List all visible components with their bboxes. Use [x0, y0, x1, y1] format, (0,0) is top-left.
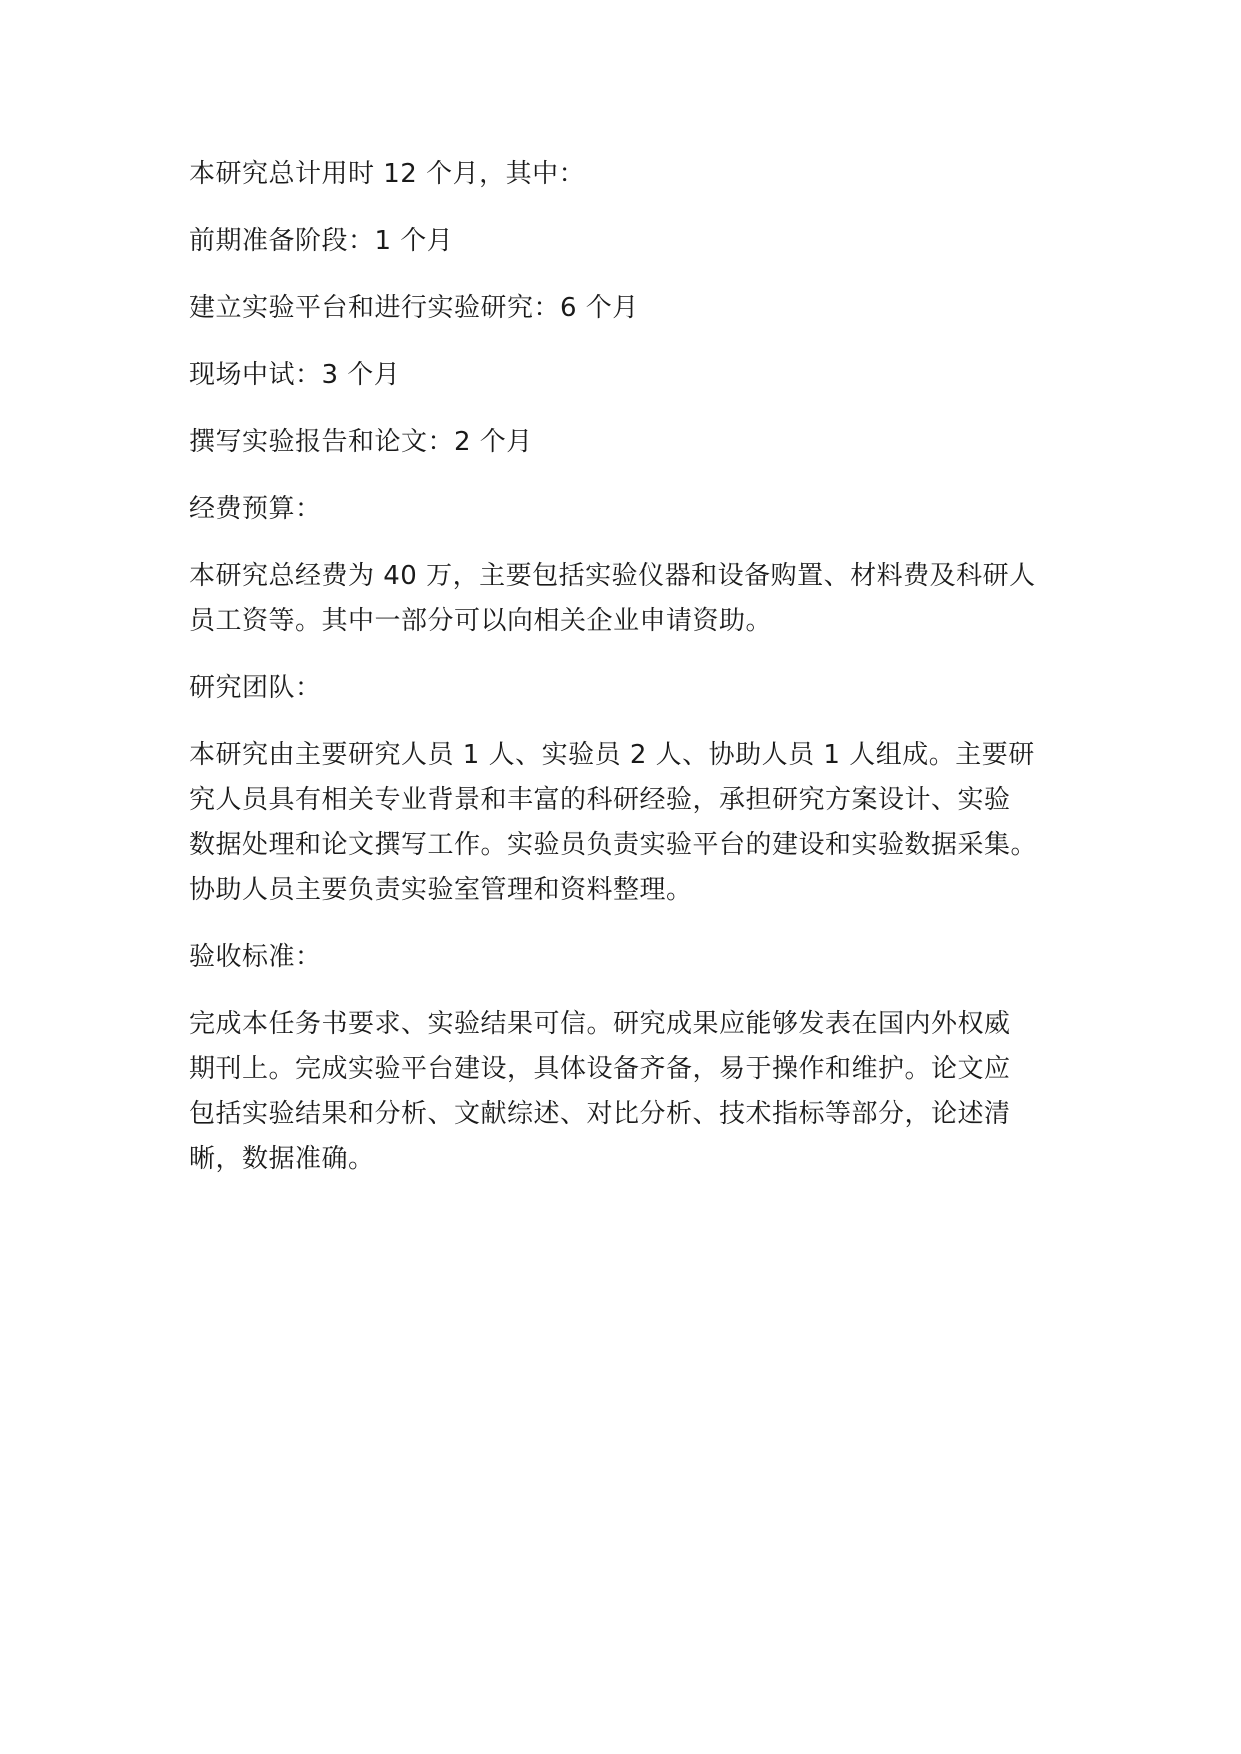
text-line: 研究团队： [189, 673, 322, 703]
paragraph-phase-pilot [189, 353, 1069, 398]
paragraph-phase-preparation [189, 219, 1069, 264]
text-line: 本研究总经费为 40 万，主要包括实验仪器和设备购置、材料费及科研人 [189, 561, 1036, 591]
text-line: 期刊上。完成实验平台建设，具体设备齐备，易于操作和维护。论文应 [189, 1054, 1011, 1084]
paragraph-phase-writing [189, 420, 1069, 465]
text-line: 现场中试：3 个月 [189, 360, 401, 390]
paragraph-duration-summary [189, 152, 1069, 197]
text-line: 验收标准： [189, 942, 322, 972]
text-line: 晰，数据准确。 [189, 1144, 375, 1174]
text-line: 究人员具有相关专业背景和丰富的科研经验，承担研究方案设计、实验 [189, 785, 1011, 815]
paragraph-budget [189, 554, 1069, 644]
text-line: 完成本任务书要求、实验结果可信。研究成果应能够发表在国内外权威 [189, 1009, 1011, 1039]
heading-budget [189, 487, 1069, 532]
document-body [189, 152, 1069, 1204]
heading-team [189, 666, 1069, 711]
text-line: 数据处理和论文撰写工作。实验员负责实验平台的建设和实验数据采集。 [189, 830, 1038, 860]
heading-acceptance [189, 935, 1069, 980]
text-line: 前期准备阶段：1 个月 [189, 226, 454, 256]
text-line: 协助人员主要负责实验室管理和资料整理。 [189, 875, 693, 905]
paragraph-team [189, 733, 1069, 913]
paragraph-phase-experiment [189, 286, 1069, 331]
text-line: 经费预算： [189, 494, 322, 524]
text-line: 员工资等。其中一部分可以向相关企业申请资助。 [189, 606, 773, 636]
text-line: 建立实验平台和进行实验研究：6 个月 [189, 293, 639, 323]
text-line: 本研究由主要研究人员 1 人、实验员 2 人、协助人员 1 人组成。主要研 [189, 740, 1035, 770]
text-line: 撰写实验报告和论文：2 个月 [189, 427, 533, 457]
text-line: 本研究总计用时 12 个月，其中： [189, 159, 586, 189]
paragraph-acceptance [189, 1002, 1069, 1182]
text-line: 包括实验结果和分析、文献综述、对比分析、技术指标等部分，论述清 [189, 1099, 1011, 1129]
